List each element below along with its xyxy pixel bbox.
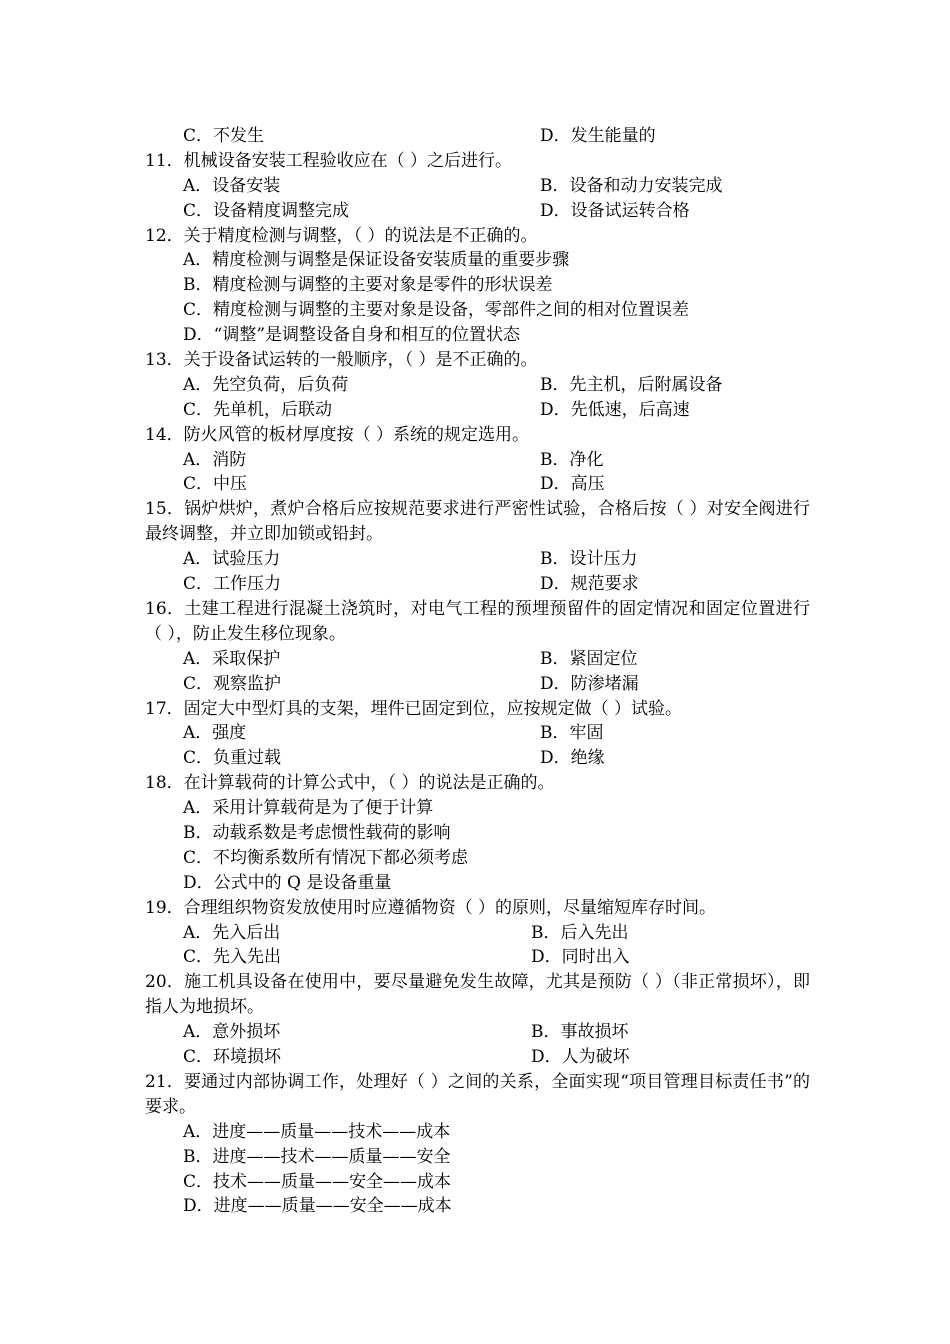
option-a: A．先入后出 xyxy=(183,922,281,943)
option-a: A．试验压力 xyxy=(183,549,281,570)
question-item xyxy=(145,970,810,1070)
question-stem: 17．固定大中型灯具的支架，埋件已固定到位，应按规定做（ ）试验。 xyxy=(145,698,683,719)
question-item xyxy=(145,697,810,772)
option-b: B．进度——技术——质量——安全 xyxy=(183,1146,451,1167)
option-c: C．中压 xyxy=(183,474,248,495)
option-row xyxy=(145,398,810,423)
option-d: D．规范要求 xyxy=(540,574,639,595)
option-d: D．先低速，后高速 xyxy=(540,399,690,420)
option-row xyxy=(145,174,810,199)
option-c: C．精度检测与调整的主要对象是设备，零部件之间的相对位置误差 xyxy=(183,300,690,321)
option-b: B．动载系数是考虑惯性载荷的影响 xyxy=(183,823,451,843)
option-row xyxy=(145,721,810,746)
option-b: B．紧固定位 xyxy=(540,648,638,669)
option-a: A．精度检测与调整是保证设备安装质量的重要步骤 xyxy=(183,250,570,271)
option-d: D．“调整”是调整设备自身和相互的位置状态 xyxy=(183,325,521,346)
option-row xyxy=(145,746,810,771)
question-list xyxy=(145,149,810,1219)
option-c: C．先入先出 xyxy=(183,947,282,968)
option-b: B．后入先出 xyxy=(531,922,629,943)
option-row xyxy=(145,647,810,672)
option-d: D．绝缘 xyxy=(540,748,605,769)
option-b: B．牢固 xyxy=(540,723,604,744)
option-a: A．强度 xyxy=(183,723,247,744)
option-row xyxy=(145,672,810,697)
question-stem: 12．关于精度检测与调整，（ ）的说法是不正确的。 xyxy=(145,225,538,246)
question-stem: 20．施工机具设备在使用中，要尽量避免发生故障，尤其是预防（ ）（非正常损坏），即指人为地损坏。 xyxy=(145,972,810,1018)
option-row xyxy=(145,572,810,597)
exam-page xyxy=(145,124,810,1219)
option-row xyxy=(145,199,810,224)
option-c: C．环境损坏 xyxy=(183,1047,282,1068)
option-d: D．发生能量的 xyxy=(540,126,656,146)
option-a: A．设备安装 xyxy=(183,175,281,196)
option-a: A．意外损坏 xyxy=(183,1022,281,1043)
question-item xyxy=(145,896,810,971)
option-c: C．先单机，后联动 xyxy=(183,399,333,420)
question-item xyxy=(145,1070,810,1219)
option-b: B．设计压力 xyxy=(540,549,638,570)
question-item xyxy=(145,224,810,348)
question-item xyxy=(145,149,810,224)
option-b: B．净化 xyxy=(540,449,604,470)
option-c: C．观察监护 xyxy=(183,673,282,694)
question-item xyxy=(145,423,810,498)
option-row xyxy=(145,373,810,398)
option-b: B．事故损坏 xyxy=(531,1022,629,1043)
option-c: C．不均衡系数所有情况下都必须考虑 xyxy=(183,847,469,868)
question-stem: 21．要通过内部协调工作，处理好（ ）之间的关系，全面实现“项目管理目标责任书”的要求。 xyxy=(145,1071,810,1117)
option-c: C．技术——质量——安全——成本 xyxy=(183,1171,452,1192)
option-b: B．先主机，后附属设备 xyxy=(540,374,723,395)
question-item xyxy=(145,597,810,697)
option-d: D．公式中的 Q 是设备重量 xyxy=(183,872,392,893)
option-d: D．防渗堵漏 xyxy=(540,673,639,694)
option-a: A．先空负荷，后负荷 xyxy=(183,374,349,395)
option-row xyxy=(145,472,810,497)
option-d: D．设备试运转合格 xyxy=(540,200,690,221)
question-stem: 11．机械设备安装工程验收应在（ ）之后进行。 xyxy=(145,150,513,171)
option-row xyxy=(145,921,810,946)
question-item xyxy=(145,348,810,423)
option-d: D．进度——质量——安全——成本 xyxy=(183,1196,452,1217)
question-item xyxy=(145,497,810,597)
option-a: A．采用计算载荷是为了便于计算 xyxy=(183,798,434,819)
option-c: C．负重过载 xyxy=(183,748,282,769)
option-c: C．设备精度调整完成 xyxy=(183,200,350,221)
option-a: A．消防 xyxy=(183,449,247,470)
question-stem: 18．在计算载荷的计算公式中，（ ）的说法是正确的。 xyxy=(145,773,555,794)
option-d: D．同时出入 xyxy=(531,947,630,968)
option-row xyxy=(145,448,810,473)
option-c: C．不发生 xyxy=(183,126,265,146)
option-row xyxy=(145,1020,810,1045)
question-stem: 13．关于设备试运转的一般顺序，（ ）是不正确的。 xyxy=(145,350,538,371)
option-b: B．精度检测与调整的主要对象是零件的形状误差 xyxy=(183,275,553,296)
question-item xyxy=(145,771,810,895)
question-stem: 15．锅炉烘炉，煮炉合格后应按规范要求进行严密性试验，合格后按（ ）对安全阀进行最终调整，并立即加锁或铅封。 xyxy=(145,499,810,545)
option-row xyxy=(145,547,810,572)
option-row xyxy=(145,945,810,970)
option-b: B．设备和动力安装完成 xyxy=(540,175,723,196)
option-d: D．人为破坏 xyxy=(531,1047,630,1068)
prelude-options xyxy=(145,124,810,149)
option-d: D．高压 xyxy=(540,474,605,495)
question-stem: 14．防火风管的板材厚度按（ ）系统的规定选用。 xyxy=(145,424,530,445)
question-stem: 16．土建工程进行混凝土浇筑时，对电气工程的预埋预留件的固定情况和固定位置进行（ ），防止发生移位现象。 xyxy=(145,598,810,644)
option-c: C．工作压力 xyxy=(183,574,282,595)
option-row xyxy=(145,1045,810,1070)
option-a: A．进度——质量——技术——成本 xyxy=(183,1121,451,1142)
option-a: A．采取保护 xyxy=(183,648,281,669)
question-stem: 19．合理组织物资发放使用时应遵循物资（ ）的原则，尽量缩短库存时间。 xyxy=(145,897,717,918)
